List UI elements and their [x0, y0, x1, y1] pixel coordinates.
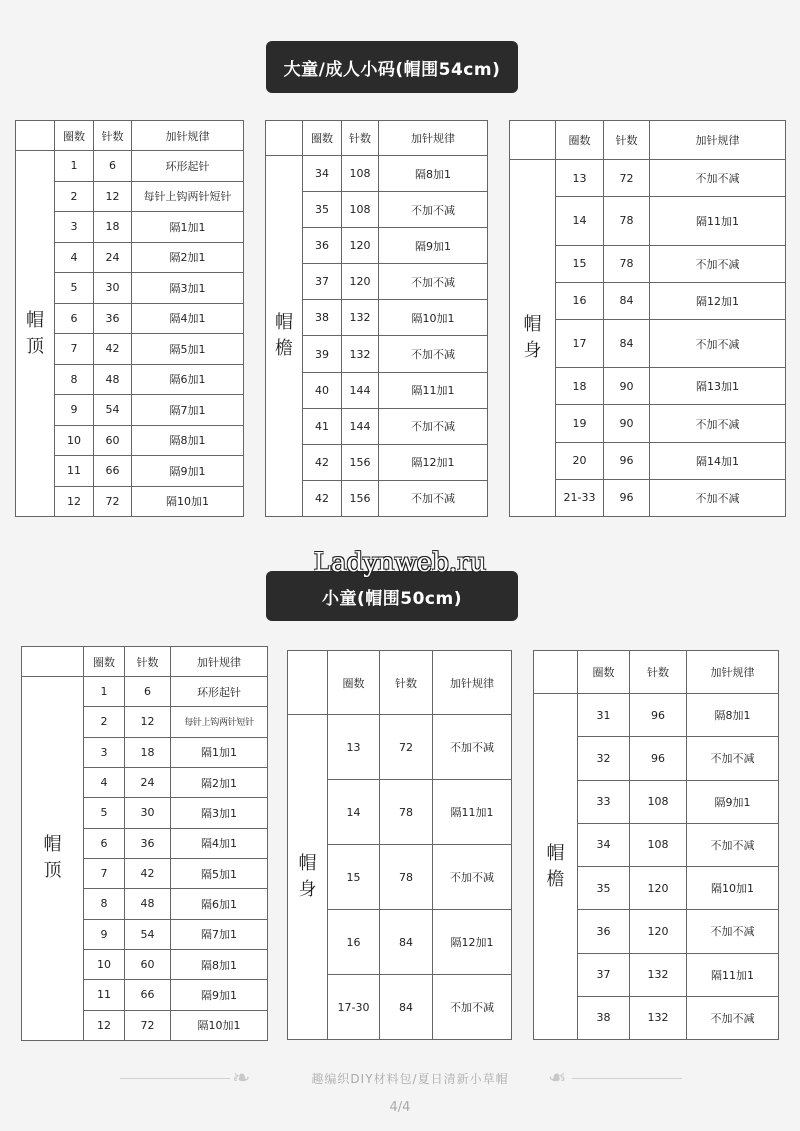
cell-round: 36 [578, 910, 630, 953]
cell-rule: 隔3加1 [132, 273, 244, 304]
cell-rule: 隔12加1 [379, 444, 488, 480]
cell-stitches: 84 [604, 282, 650, 319]
cell-round: 12 [84, 1010, 125, 1040]
cell-stitches: 90 [604, 368, 650, 405]
table-row [510, 160, 786, 197]
cell-round: 18 [556, 368, 604, 405]
cell-stitches: 54 [94, 395, 132, 426]
cell-rule: 隔13加1 [650, 368, 786, 405]
cell-rule: 不加不减 [650, 319, 786, 367]
cell-stitches: 108 [342, 156, 379, 192]
cell-stitches: 30 [94, 273, 132, 304]
footer-caption: 趣编织DIY材料包/夏日清新小草帽 [311, 1072, 509, 1086]
cell-rule: 隔5加1 [171, 858, 268, 888]
cell-rule: 隔9加1 [171, 980, 268, 1010]
cell-round: 42 [303, 480, 342, 516]
cell-rule: 环形起针 [132, 151, 244, 182]
cell-round: 40 [303, 372, 342, 408]
cell-round: 3 [84, 737, 125, 767]
cell-rule: 不加不减 [379, 480, 488, 516]
cell-stitches: 156 [342, 444, 379, 480]
cell-rule: 不加不减 [379, 192, 488, 228]
cell-round: 17-30 [328, 975, 380, 1040]
cell-rule: 隔14加1 [650, 442, 786, 479]
cell-rule: 隔5加1 [132, 334, 244, 365]
cell-stitches: 96 [630, 694, 687, 737]
cell-round: 8 [84, 889, 125, 919]
table-header-row [534, 651, 779, 694]
cell-stitches: 120 [630, 910, 687, 953]
footer-divider-left [120, 1078, 230, 1079]
cell-round: 37 [578, 953, 630, 996]
ornament-right-icon: ❧ [548, 1066, 567, 1091]
cell-stitches: 108 [630, 780, 687, 823]
cell-stitches: 18 [94, 212, 132, 243]
table-row [288, 715, 512, 780]
cell-round: 14 [328, 780, 380, 845]
cell-stitches: 132 [630, 953, 687, 996]
cell-rule: 隔9加1 [687, 780, 779, 823]
cell-rule: 环形起针 [171, 677, 268, 707]
cell-round: 14 [556, 197, 604, 245]
footer-divider-right [572, 1078, 682, 1079]
cell-round: 35 [303, 192, 342, 228]
header-rule: 加针规律 [171, 647, 268, 677]
cell-round: 31 [578, 694, 630, 737]
cell-rule: 隔2加1 [171, 767, 268, 797]
cell-rule: 隔11加1 [379, 372, 488, 408]
header-corner-cell [22, 647, 84, 677]
cell-stitches: 6 [94, 151, 132, 182]
cell-round: 10 [84, 949, 125, 979]
cell-rule: 隔6加1 [132, 364, 244, 395]
cell-stitches: 132 [342, 300, 379, 336]
section-label: 帽 顶 [22, 677, 84, 1041]
cell-rule: 不加不减 [650, 479, 786, 516]
cell-stitches: 84 [380, 910, 433, 975]
cell-stitches: 156 [342, 480, 379, 516]
cell-stitches: 42 [94, 334, 132, 365]
cell-rule: 隔7加1 [132, 395, 244, 426]
cell-rule: 隔10加1 [379, 300, 488, 336]
header-round: 圈数 [556, 121, 604, 160]
cell-stitches: 18 [125, 737, 171, 767]
cell-rule: 隔11加1 [433, 780, 512, 845]
cell-round: 5 [84, 798, 125, 828]
cell-stitches: 48 [125, 889, 171, 919]
cell-round: 37 [303, 264, 342, 300]
header-round: 圈数 [328, 651, 380, 715]
header-rule: 加针规律 [379, 121, 488, 156]
header-stitches: 针数 [604, 121, 650, 160]
cell-round: 19 [556, 405, 604, 442]
header-corner-cell [534, 651, 578, 694]
cell-rule: 隔10加1 [171, 1010, 268, 1040]
cell-stitches: 66 [125, 980, 171, 1010]
header-rule: 加针规律 [132, 121, 244, 151]
cell-rule: 隔8加1 [132, 425, 244, 456]
cell-stitches: 36 [94, 303, 132, 334]
cell-rule: 不加不减 [687, 910, 779, 953]
header-stitches: 针数 [94, 121, 132, 151]
body-table-child [287, 650, 512, 1040]
header-stitches: 针数 [125, 647, 171, 677]
cell-rule: 隔10加1 [132, 486, 244, 517]
cell-stitches: 12 [125, 707, 171, 737]
crown-table-adult [15, 120, 244, 517]
cell-rule: 隔11加1 [687, 953, 779, 996]
header-corner-cell [16, 121, 55, 151]
cell-round: 13 [328, 715, 380, 780]
cell-rule: 隔8加1 [379, 156, 488, 192]
cell-stitches: 48 [94, 364, 132, 395]
crown-table-child [21, 646, 268, 1041]
table-row [534, 694, 779, 737]
section-label: 帽 身 [510, 160, 556, 517]
cell-rule: 隔6加1 [171, 889, 268, 919]
cell-rule: 不加不减 [687, 996, 779, 1039]
cell-rule: 不加不减 [433, 715, 512, 780]
cell-stitches: 6 [125, 677, 171, 707]
cell-stitches: 24 [125, 767, 171, 797]
cell-rule: 隔1加1 [171, 737, 268, 767]
cell-rule: 每针上钩两针短针 [132, 181, 244, 212]
cell-stitches: 24 [94, 242, 132, 273]
cell-round: 4 [55, 242, 94, 273]
cell-round: 42 [303, 444, 342, 480]
cell-stitches: 84 [604, 319, 650, 367]
cell-round: 13 [556, 160, 604, 197]
cell-rule: 隔4加1 [132, 303, 244, 334]
cell-rule: 不加不减 [650, 405, 786, 442]
cell-stitches: 132 [630, 996, 687, 1039]
header-round: 圈数 [84, 647, 125, 677]
cell-rule: 隔2加1 [132, 242, 244, 273]
cell-round: 9 [55, 395, 94, 426]
table-header-row [266, 121, 488, 156]
cell-stitches: 60 [94, 425, 132, 456]
cell-round: 34 [303, 156, 342, 192]
section-title-child: 小童(帽围50cm) [266, 571, 518, 621]
cell-rule: 隔9加1 [132, 456, 244, 487]
cell-stitches: 96 [604, 442, 650, 479]
cell-stitches: 120 [630, 867, 687, 910]
cell-rule: 不加不减 [687, 823, 779, 866]
cell-rule: 隔7加1 [171, 919, 268, 949]
header-corner-cell [266, 121, 303, 156]
cell-round: 35 [578, 867, 630, 910]
cell-round: 2 [55, 181, 94, 212]
cell-round: 1 [55, 151, 94, 182]
cell-round: 16 [556, 282, 604, 319]
cell-round: 1 [84, 677, 125, 707]
cell-rule: 隔10加1 [687, 867, 779, 910]
cell-round: 21-33 [556, 479, 604, 516]
header-round: 圈数 [55, 121, 94, 151]
cell-round: 39 [303, 336, 342, 372]
cell-rule: 隔4加1 [171, 828, 268, 858]
cell-rule: 每针上钩两针短针 [171, 707, 268, 737]
cell-round: 12 [55, 486, 94, 517]
section-label: 帽 檐 [534, 694, 578, 1040]
brim-table-child [533, 650, 779, 1040]
cell-round: 15 [328, 845, 380, 910]
cell-stitches: 90 [604, 405, 650, 442]
cell-stitches: 72 [380, 715, 433, 780]
cell-stitches: 30 [125, 798, 171, 828]
cell-stitches: 120 [342, 264, 379, 300]
cell-rule: 不加不减 [687, 737, 779, 780]
cell-rule: 隔9加1 [379, 228, 488, 264]
header-corner-cell [288, 651, 328, 715]
cell-round: 9 [84, 919, 125, 949]
table-header-row [16, 121, 244, 151]
cell-stitches: 144 [342, 372, 379, 408]
cell-stitches: 12 [94, 181, 132, 212]
header-corner-cell [510, 121, 556, 160]
cell-stitches: 54 [125, 919, 171, 949]
table-row [22, 677, 268, 707]
section-label: 帽 身 [288, 715, 328, 1040]
cell-stitches: 78 [604, 197, 650, 245]
section-title-adult: 大童/成人小码(帽围54cm) [266, 41, 518, 93]
cell-stitches: 36 [125, 828, 171, 858]
cell-rule: 不加不减 [433, 975, 512, 1040]
cell-round: 16 [328, 910, 380, 975]
cell-round: 6 [55, 303, 94, 334]
cell-round: 7 [55, 334, 94, 365]
cell-round: 4 [84, 767, 125, 797]
cell-stitches: 96 [630, 737, 687, 780]
cell-round: 5 [55, 273, 94, 304]
cell-rule: 隔8加1 [171, 949, 268, 979]
cell-round: 20 [556, 442, 604, 479]
cell-stitches: 72 [94, 486, 132, 517]
cell-stitches: 108 [630, 823, 687, 866]
body-table-adult [509, 120, 786, 517]
header-rule: 加针规律 [687, 651, 779, 694]
cell-round: 34 [578, 823, 630, 866]
table-row [16, 151, 244, 182]
table-header-row [288, 651, 512, 715]
header-stitches: 针数 [630, 651, 687, 694]
section-label: 帽 檐 [266, 156, 303, 517]
cell-round: 17 [556, 319, 604, 367]
cell-stitches: 78 [604, 245, 650, 282]
header-rule: 加针规律 [650, 121, 786, 160]
cell-stitches: 42 [125, 858, 171, 888]
cell-stitches: 96 [604, 479, 650, 516]
cell-rule: 不加不减 [650, 160, 786, 197]
cell-rule: 不加不减 [650, 245, 786, 282]
header-round: 圈数 [578, 651, 630, 694]
ornament-left-icon: ❧ [232, 1066, 251, 1091]
section-label: 帽 顶 [16, 151, 55, 517]
cell-round: 38 [578, 996, 630, 1039]
cell-round: 32 [578, 737, 630, 780]
cell-rule: 不加不减 [379, 408, 488, 444]
cell-round: 8 [55, 364, 94, 395]
cell-round: 2 [84, 707, 125, 737]
cell-rule: 隔3加1 [171, 798, 268, 828]
header-stitches: 针数 [380, 651, 433, 715]
cell-round: 11 [55, 456, 94, 487]
cell-rule: 隔12加1 [650, 282, 786, 319]
table-header-row [510, 121, 786, 160]
table-row [266, 156, 488, 192]
cell-stitches: 72 [125, 1010, 171, 1040]
header-rule: 加针规律 [433, 651, 512, 715]
brim-table-adult [265, 120, 488, 517]
cell-round: 10 [55, 425, 94, 456]
cell-round: 41 [303, 408, 342, 444]
cell-round: 3 [55, 212, 94, 243]
cell-round: 38 [303, 300, 342, 336]
cell-round: 33 [578, 780, 630, 823]
cell-stitches: 84 [380, 975, 433, 1040]
cell-round: 11 [84, 980, 125, 1010]
cell-stitches: 144 [342, 408, 379, 444]
watermark: Ladynweb.ru [313, 548, 487, 578]
cell-stitches: 108 [342, 192, 379, 228]
cell-rule: 不加不减 [379, 264, 488, 300]
cell-stitches: 60 [125, 949, 171, 979]
cell-stitches: 66 [94, 456, 132, 487]
cell-stitches: 72 [604, 160, 650, 197]
cell-rule: 隔11加1 [650, 197, 786, 245]
cell-stitches: 78 [380, 780, 433, 845]
cell-round: 6 [84, 828, 125, 858]
cell-round: 15 [556, 245, 604, 282]
cell-stitches: 120 [342, 228, 379, 264]
cell-round: 36 [303, 228, 342, 264]
cell-rule: 不加不减 [379, 336, 488, 372]
cell-rule: 隔1加1 [132, 212, 244, 243]
cell-stitches: 132 [342, 336, 379, 372]
cell-stitches: 78 [380, 845, 433, 910]
header-stitches: 针数 [342, 121, 379, 156]
cell-round: 7 [84, 858, 125, 888]
cell-rule: 隔8加1 [687, 694, 779, 737]
cell-rule: 不加不减 [433, 845, 512, 910]
cell-rule: 隔12加1 [433, 910, 512, 975]
table-header-row [22, 647, 268, 677]
page-number: 4/4 [389, 1100, 411, 1115]
header-round: 圈数 [303, 121, 342, 156]
